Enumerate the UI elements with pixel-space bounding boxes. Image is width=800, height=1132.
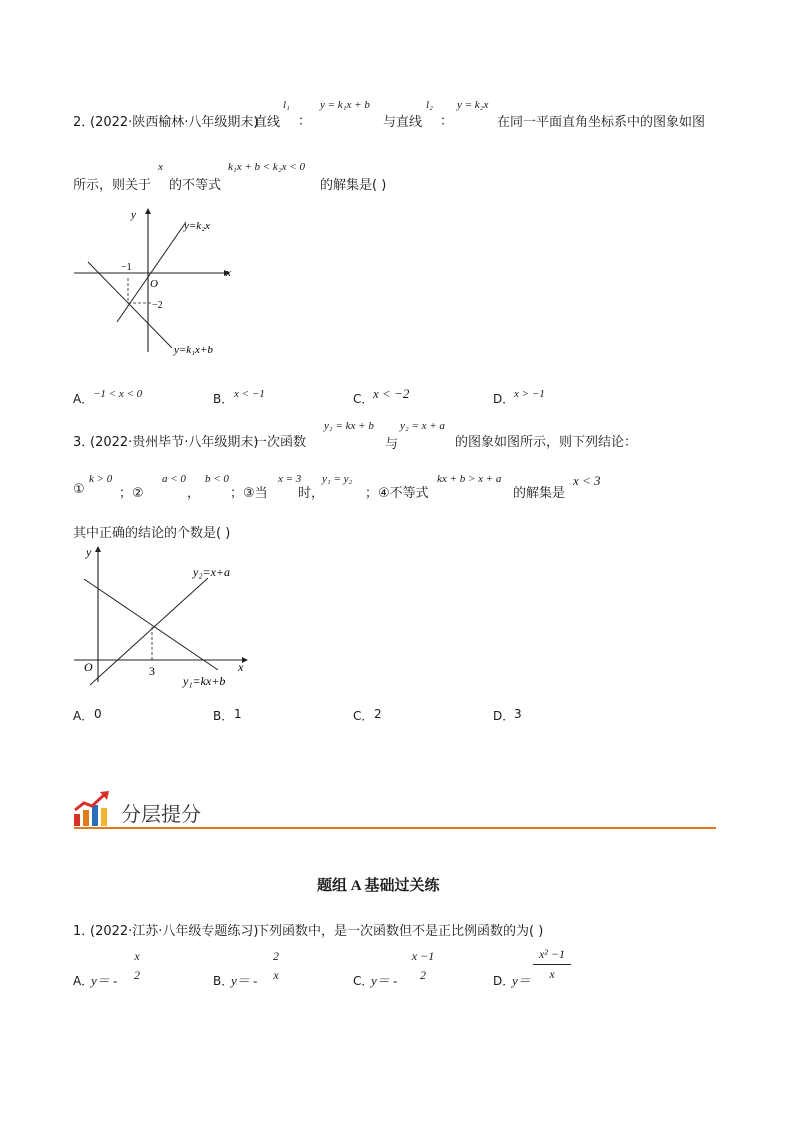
q2-line1-label: y=k₁x+b (174, 344, 213, 356)
q1-option-c-lhs[interactable]: y＝ - (371, 973, 398, 988)
q3-c4-sol: x < 3 (573, 473, 601, 488)
q2-l2: l₂ (426, 99, 433, 111)
q1-option-a-lhs[interactable]: y＝ - (91, 973, 118, 988)
q3-option-a-letter[interactable]: A． (73, 709, 94, 723)
q3-figure (68, 540, 258, 690)
q1-option-b-lhs[interactable]: y＝ - (231, 973, 258, 988)
q2-source: (2022·陕西榆林·八年级期末) (90, 115, 259, 130)
q3-option-a[interactable]: 0 (94, 707, 102, 721)
q1-option-c-fraction[interactable] (407, 949, 439, 983)
q3-option-d[interactable]: 3 (514, 707, 522, 721)
section-divider (74, 827, 716, 829)
q3-y-arrow-icon (95, 546, 101, 552)
q3-c4-text: 的解集是 (513, 486, 566, 501)
q1-option-d-letter[interactable]: D． (493, 974, 515, 988)
q3-number: 3． (73, 435, 95, 450)
q2-option-a[interactable]: −1 < x < 0 (93, 388, 143, 400)
q1-option-b-fraction[interactable] (267, 949, 285, 983)
q3-eq1: y₁ = kx + b (324, 420, 374, 432)
q3-c1: ① (73, 482, 85, 497)
q3-y-label: y (86, 545, 92, 559)
q2-text1: 直线 (254, 115, 281, 130)
q1-option-d-den: x (549, 967, 555, 981)
q1-option-c-den: 2 (420, 968, 426, 982)
q2-option-a-letter[interactable]: A． (73, 392, 94, 406)
q2-text3: 在同一平面直角坐标系中的图象如图 (497, 115, 706, 130)
q3-option-c[interactable]: 2 (374, 707, 382, 721)
q2-figure (68, 205, 248, 360)
q1-option-b-den: x (273, 968, 279, 982)
q3-c1-expr: k > 0 (89, 473, 113, 485)
q2-y-label: y (131, 209, 136, 221)
q2-option-d-letter[interactable]: D． (493, 392, 515, 406)
q1-option-a-letter[interactable]: A． (73, 974, 94, 988)
q1-source: (2022·江苏·八年级专题练习) (90, 924, 259, 939)
q3-option-b[interactable]: 1 (234, 707, 242, 721)
q3-x-label: x (238, 660, 244, 674)
section-title: 分层提分 (121, 802, 201, 826)
q2-origin-label: O (150, 278, 158, 290)
q3-line-y1 (84, 579, 218, 670)
q3-tick-x-label: 3 (149, 664, 155, 678)
q2-colon1: ： (298, 114, 312, 129)
q2-eq2: y = k₂x (457, 99, 489, 111)
q3-c4: ；④不等式 (365, 486, 429, 501)
group-title: 题组 A 基础过关练 (317, 878, 440, 894)
q3-c2-expr1: a < 0 (162, 473, 186, 485)
q3-c3: ；③当 (230, 486, 268, 501)
q2-inequality: k₁x + b < k₂x < 0 (228, 161, 305, 173)
q3-c2: ；② (119, 486, 144, 501)
q1-option-c-letter[interactable]: C． (353, 974, 374, 988)
q1-option-a-fraction[interactable] (128, 949, 146, 983)
q3-text3: 的图象如图所示，则下列结论： (455, 435, 638, 450)
q3-text4: 其中正确的结论的个数是( ) (73, 526, 231, 541)
q2-number: 2． (73, 115, 95, 130)
q2-text6: 的解集是( ) (320, 178, 387, 193)
q3-line1-label: y₁=kx+b (183, 674, 226, 688)
q3-option-b-letter[interactable]: B． (213, 709, 234, 723)
q2-l1: l₁ (283, 99, 290, 111)
q2-var-x: x (158, 161, 163, 173)
chart-growth-icon (72, 790, 118, 828)
q2-text5: 的不等式 (169, 178, 222, 193)
q3-source: (2022·贵州毕节·八年级期末) (90, 435, 259, 450)
q2-option-d[interactable]: x > −1 (514, 388, 545, 400)
q3-c2-comma: ， (187, 486, 201, 501)
q3-option-c-letter[interactable]: C． (353, 709, 374, 723)
q3-c4-expr: kx + b > x + a (437, 473, 502, 485)
q1-option-d-lhs[interactable]: y＝ (512, 973, 531, 988)
q1-text: 下列函数中，是一次函数但不是正比例函数的为( ) (256, 924, 544, 939)
q2-y-arrow-icon (145, 208, 151, 214)
q3-line2-label: y₂=x+a (193, 565, 231, 579)
q2-option-b-letter[interactable]: B． (213, 392, 234, 406)
q2-tick-x-label: −1 (121, 262, 132, 273)
q2-text2: 与直线 (383, 115, 423, 130)
q2-x-label: x (226, 267, 231, 279)
q2-option-c[interactable]: x < −2 (373, 386, 410, 401)
q3-c3-expr1: x = 3 (278, 473, 302, 485)
q2-tick-y-label: −2 (152, 300, 163, 311)
q2-option-b[interactable]: x < −1 (234, 388, 265, 400)
q1-option-b-num: 2 (273, 949, 279, 963)
q1-number: 1． (73, 924, 95, 939)
q3-c3-shi: 时， (298, 486, 325, 501)
q1-option-c-num: x −1 (411, 949, 435, 963)
q1-option-a-num: x (134, 949, 140, 963)
q3-text1: 一次函数 (254, 435, 307, 450)
q2-option-c-letter[interactable]: C． (353, 392, 374, 406)
q3-origin-label: O (84, 660, 93, 674)
q3-eq2: y₂ = x + a (400, 420, 445, 432)
q3-c2-expr2: b < 0 (205, 473, 229, 485)
q2-text4: 所示，则关于 (73, 178, 152, 193)
q1-option-b-letter[interactable]: B． (213, 974, 234, 988)
q2-eq1: y = k₁x + b (320, 99, 370, 111)
q1-option-d-fraction[interactable] (533, 947, 571, 982)
q1-option-a-den: 2 (134, 968, 140, 982)
q3-c3-expr2: y₁ = y₂ (322, 473, 353, 485)
q2-colon2: ： (440, 114, 454, 129)
q1-option-d-num: x² −1 (533, 947, 571, 965)
q3-text2: 与 (385, 437, 399, 452)
q3-option-d-letter[interactable]: D． (493, 709, 515, 723)
q2-line2-label: y=k₂x (184, 220, 210, 232)
